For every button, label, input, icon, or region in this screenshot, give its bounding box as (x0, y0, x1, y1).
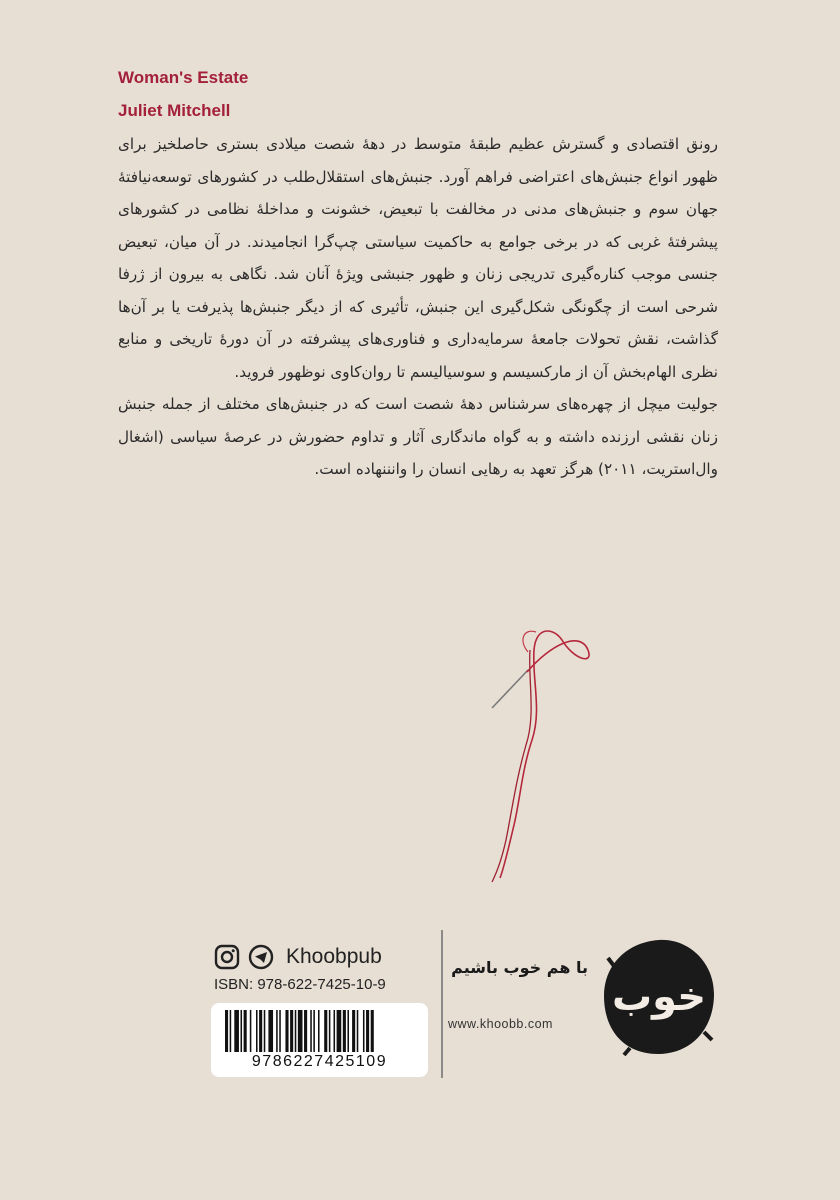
logo-text: خوب (611, 974, 707, 1020)
barcode-bar (318, 1010, 320, 1052)
barcode-bars (225, 1010, 414, 1052)
publisher-logo (600, 936, 718, 1058)
barcode-bar (285, 1010, 288, 1052)
barcode-bar (352, 1010, 355, 1052)
barcode-bar (329, 1010, 331, 1052)
divider-line (441, 930, 443, 1078)
barcode-bar (259, 1010, 262, 1052)
book-title-en: Woman's Estate (118, 68, 249, 87)
barcode-bar (343, 1010, 346, 1052)
barcode-bar (371, 1010, 374, 1052)
book-blurb (118, 128, 718, 486)
isbn-text: ISBN: 978-622-7425-10-9 (214, 976, 386, 993)
author-name-en: Juliet Mitchell (118, 101, 231, 120)
needle-thread-illustration (470, 610, 600, 890)
telegram-icon[interactable] (248, 944, 274, 970)
barcode-number: 9786227425109 (251, 1053, 388, 1070)
barcode-bar (250, 1010, 252, 1052)
barcode-bar (279, 1010, 281, 1052)
barcode-bar (276, 1010, 278, 1052)
barcode-bar (347, 1010, 349, 1052)
barcode-bar (256, 1010, 258, 1052)
barcode-bar (225, 1010, 228, 1052)
barcode (211, 1003, 428, 1077)
barcode-bar (290, 1010, 293, 1052)
barcode-bar (310, 1010, 312, 1052)
barcode-bar (366, 1010, 369, 1052)
barcode-bar (337, 1010, 342, 1052)
barcode-bar (357, 1010, 359, 1052)
instagram-icon[interactable] (214, 944, 240, 970)
blurb-paragraph-1: رونق اقتصادی و گسترش عظیم طبقهٔ متوسط در دههٔ شصت میلادی بستری حاصلخیز برای ظهور انواع جنبش‌های اعتراضی فراهم آورد. جنبش‌های استقلال‌طلب در کشورهای توسعه‌نیافتهٔ جهان سوم و جنبش‌های مدنی در مخالفت با تبعیض، خشونت و مداخلهٔ نظامی در کشورهای پیشرفتهٔ غربی که در برخی جوامع به حاکمیت سیاستی چپ‌گرا انجامیدند. در آن میان، تبعیض جنسی موجب کناره‌گیری تدریجی زنان و ظهور جنبشی ویژهٔ آنان شد. نگاهی به بیرون از ژرفا شرحی است از چگونگی شکل‌گیری این جنبش، تأثیری که از دیگر جنبش‌ها پذیرفت یا بر آن‌ها گذاشت، نقش تحولات جامعهٔ سرمایه‌داری و فناوری‌های پیشرفته در آن دورهٔ تاریخی و منابع نظری الهام‌بخش آن از مارکسیسم و سوسیالیسم تا روان‌کاوی نوظهور فروید. (118, 135, 718, 381)
social-row (214, 942, 382, 972)
barcode-bar (298, 1010, 303, 1052)
publisher-handle: Khoobpub (286, 945, 382, 968)
barcode-bar (363, 1010, 365, 1052)
barcode-bar (334, 1010, 336, 1052)
blurb-paragraph-2: جولیت میچل از چهره‌های سرشناس دههٔ شصت است که در جنبش‌های مختلف از جمله جنبش زنان نقشی ارزنده داشته و به گواه ماندگاری آثار و تداوم حضورش در عرصهٔ سیاسی (اشغال وال‌استریت، ۲۰۱۱) هرگز تعهد به رهایی انسان را وانننهاده است. (118, 395, 718, 478)
barcode-bar (295, 1010, 297, 1052)
barcode-bar (268, 1010, 273, 1052)
barcode-bar (230, 1010, 232, 1052)
barcode-bar (313, 1010, 315, 1052)
barcode-bar (264, 1010, 266, 1052)
publisher-website[interactable]: www.khoobb.com (448, 1017, 553, 1031)
barcode-bar (304, 1010, 307, 1052)
barcode-bar (324, 1010, 327, 1052)
barcode-bar (241, 1010, 243, 1052)
barcode-bar (234, 1010, 239, 1052)
publisher-slogan: با هم خوب باشیم (451, 958, 588, 977)
barcode-bar (244, 1010, 247, 1052)
